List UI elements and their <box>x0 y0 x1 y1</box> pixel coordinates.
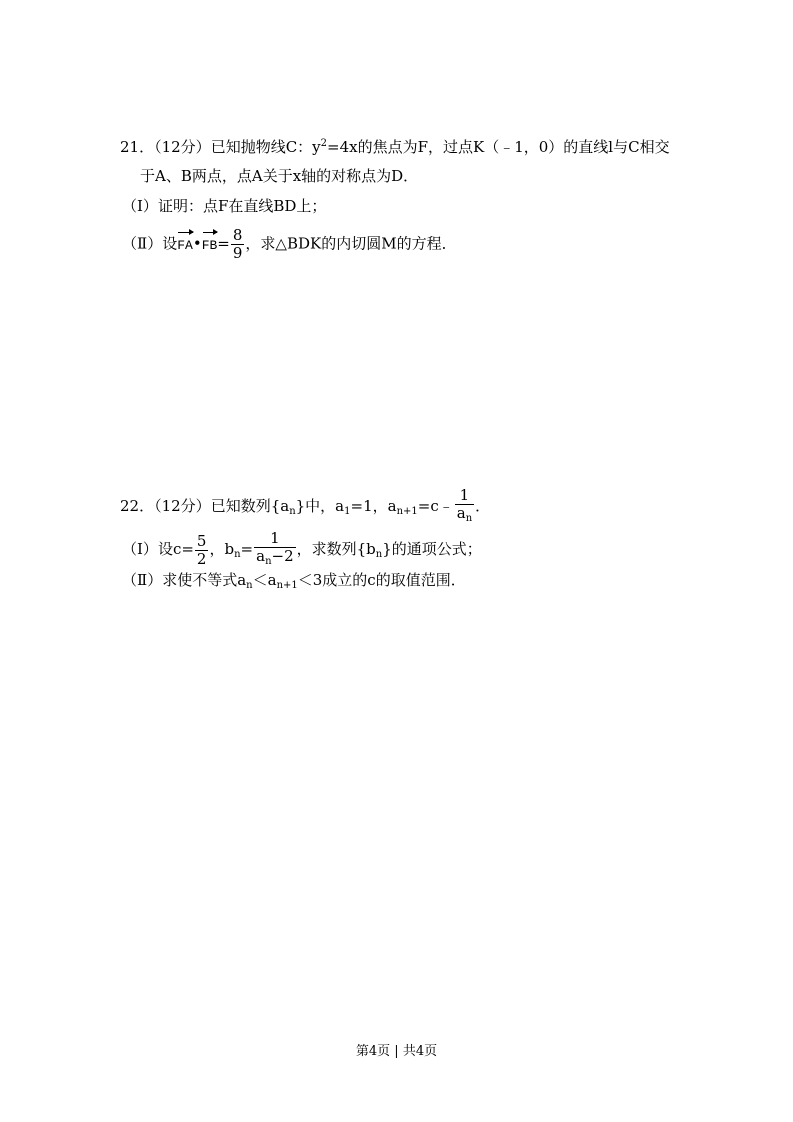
q21-text-a: 已知抛物线C：y <box>210 138 321 156</box>
q21-score: （12分） <box>154 138 211 156</box>
q22-part2 <box>122 569 466 597</box>
q22-score: （12分） <box>154 497 211 515</box>
q22-part2-b: ＜a <box>252 571 277 589</box>
q22-text-b: }中，a <box>295 497 345 515</box>
q22-text-e: ． <box>475 497 491 515</box>
q22-part1-label: （Ⅰ） <box>122 540 158 558</box>
equals-sign: = <box>240 540 254 558</box>
q21-text-b: =4x的焦点为F，过点K（﹣1，0）的直线l与C相交 <box>327 138 670 156</box>
q22-text-a: 已知数列{a <box>210 497 290 515</box>
fraction-5-2 <box>195 533 209 568</box>
q21-part2-pre: 设 <box>162 234 178 253</box>
subscript: n <box>375 549 383 560</box>
subscript: n <box>246 580 253 591</box>
q21-part1-text: 证明：点F在直线BD上； <box>157 197 327 215</box>
dot-operator: • <box>192 234 202 253</box>
q22-part1 <box>122 530 482 570</box>
fraction-numerator: 1 <box>459 486 470 504</box>
fraction-1-over-an-minus-2 <box>254 530 296 570</box>
q22-text-c: =1，a <box>350 497 397 515</box>
fraction-numerator: 8 <box>232 226 243 244</box>
q21-line1 <box>120 133 670 158</box>
q21-line2: 于A、B两点，点A关于x轴的对称点为D． <box>140 167 419 185</box>
fraction-denominator <box>254 547 296 570</box>
subscript: n <box>265 556 272 567</box>
q21-number: 21． <box>120 138 155 156</box>
fraction-1-over-an <box>455 487 474 527</box>
den-var: a <box>456 504 466 522</box>
q21-part1 <box>122 195 326 217</box>
page-footer: 第4页 | 共4页 <box>355 1044 438 1059</box>
q22-part1-post-a: ，求数列{b <box>296 540 376 558</box>
subscript: 1 <box>344 506 351 517</box>
fraction-denominator <box>455 504 474 527</box>
q22-part2-a: 求使不等式a <box>162 571 247 589</box>
q22-part1-post-b: }的通项公式； <box>382 540 482 558</box>
q21-part1-label: （Ⅰ） <box>122 197 158 215</box>
fraction-numerator: 5 <box>196 531 207 550</box>
q21-exponent: 2 <box>320 138 328 149</box>
subscript: n <box>289 506 296 517</box>
subscript: n <box>465 513 473 524</box>
q22-number: 22． <box>120 497 155 515</box>
vector-fa: FA <box>177 229 193 257</box>
fraction-8-9 <box>231 227 245 262</box>
q22-part1-mid: ，b <box>209 540 235 558</box>
fraction-numerator: 1 <box>270 529 280 547</box>
q21-part2-label: （Ⅱ） <box>122 234 163 253</box>
q22-line1 <box>120 487 490 527</box>
q22-part2-label: （Ⅱ） <box>122 571 163 589</box>
den-var: a <box>256 547 266 565</box>
q22-part2-c: ＜3成立的c的取值范围． <box>297 571 466 589</box>
q22-text-d: =c﹣ <box>417 497 454 515</box>
subscript: n+1 <box>396 506 418 517</box>
den-rest: −2 <box>271 547 294 565</box>
vector-fb: FB <box>202 229 218 257</box>
fraction-denominator: 9 <box>232 244 243 262</box>
q21-part2-post: ，求△BDK的内切圆M的方程． <box>245 234 457 253</box>
subscript: n+1 <box>276 580 298 591</box>
q22-part1-pre: 设c= <box>157 540 194 558</box>
equals-sign: = <box>217 234 230 253</box>
q21-part2 <box>122 227 457 262</box>
subscript: n <box>234 549 241 560</box>
fraction-denominator: 2 <box>196 549 207 568</box>
